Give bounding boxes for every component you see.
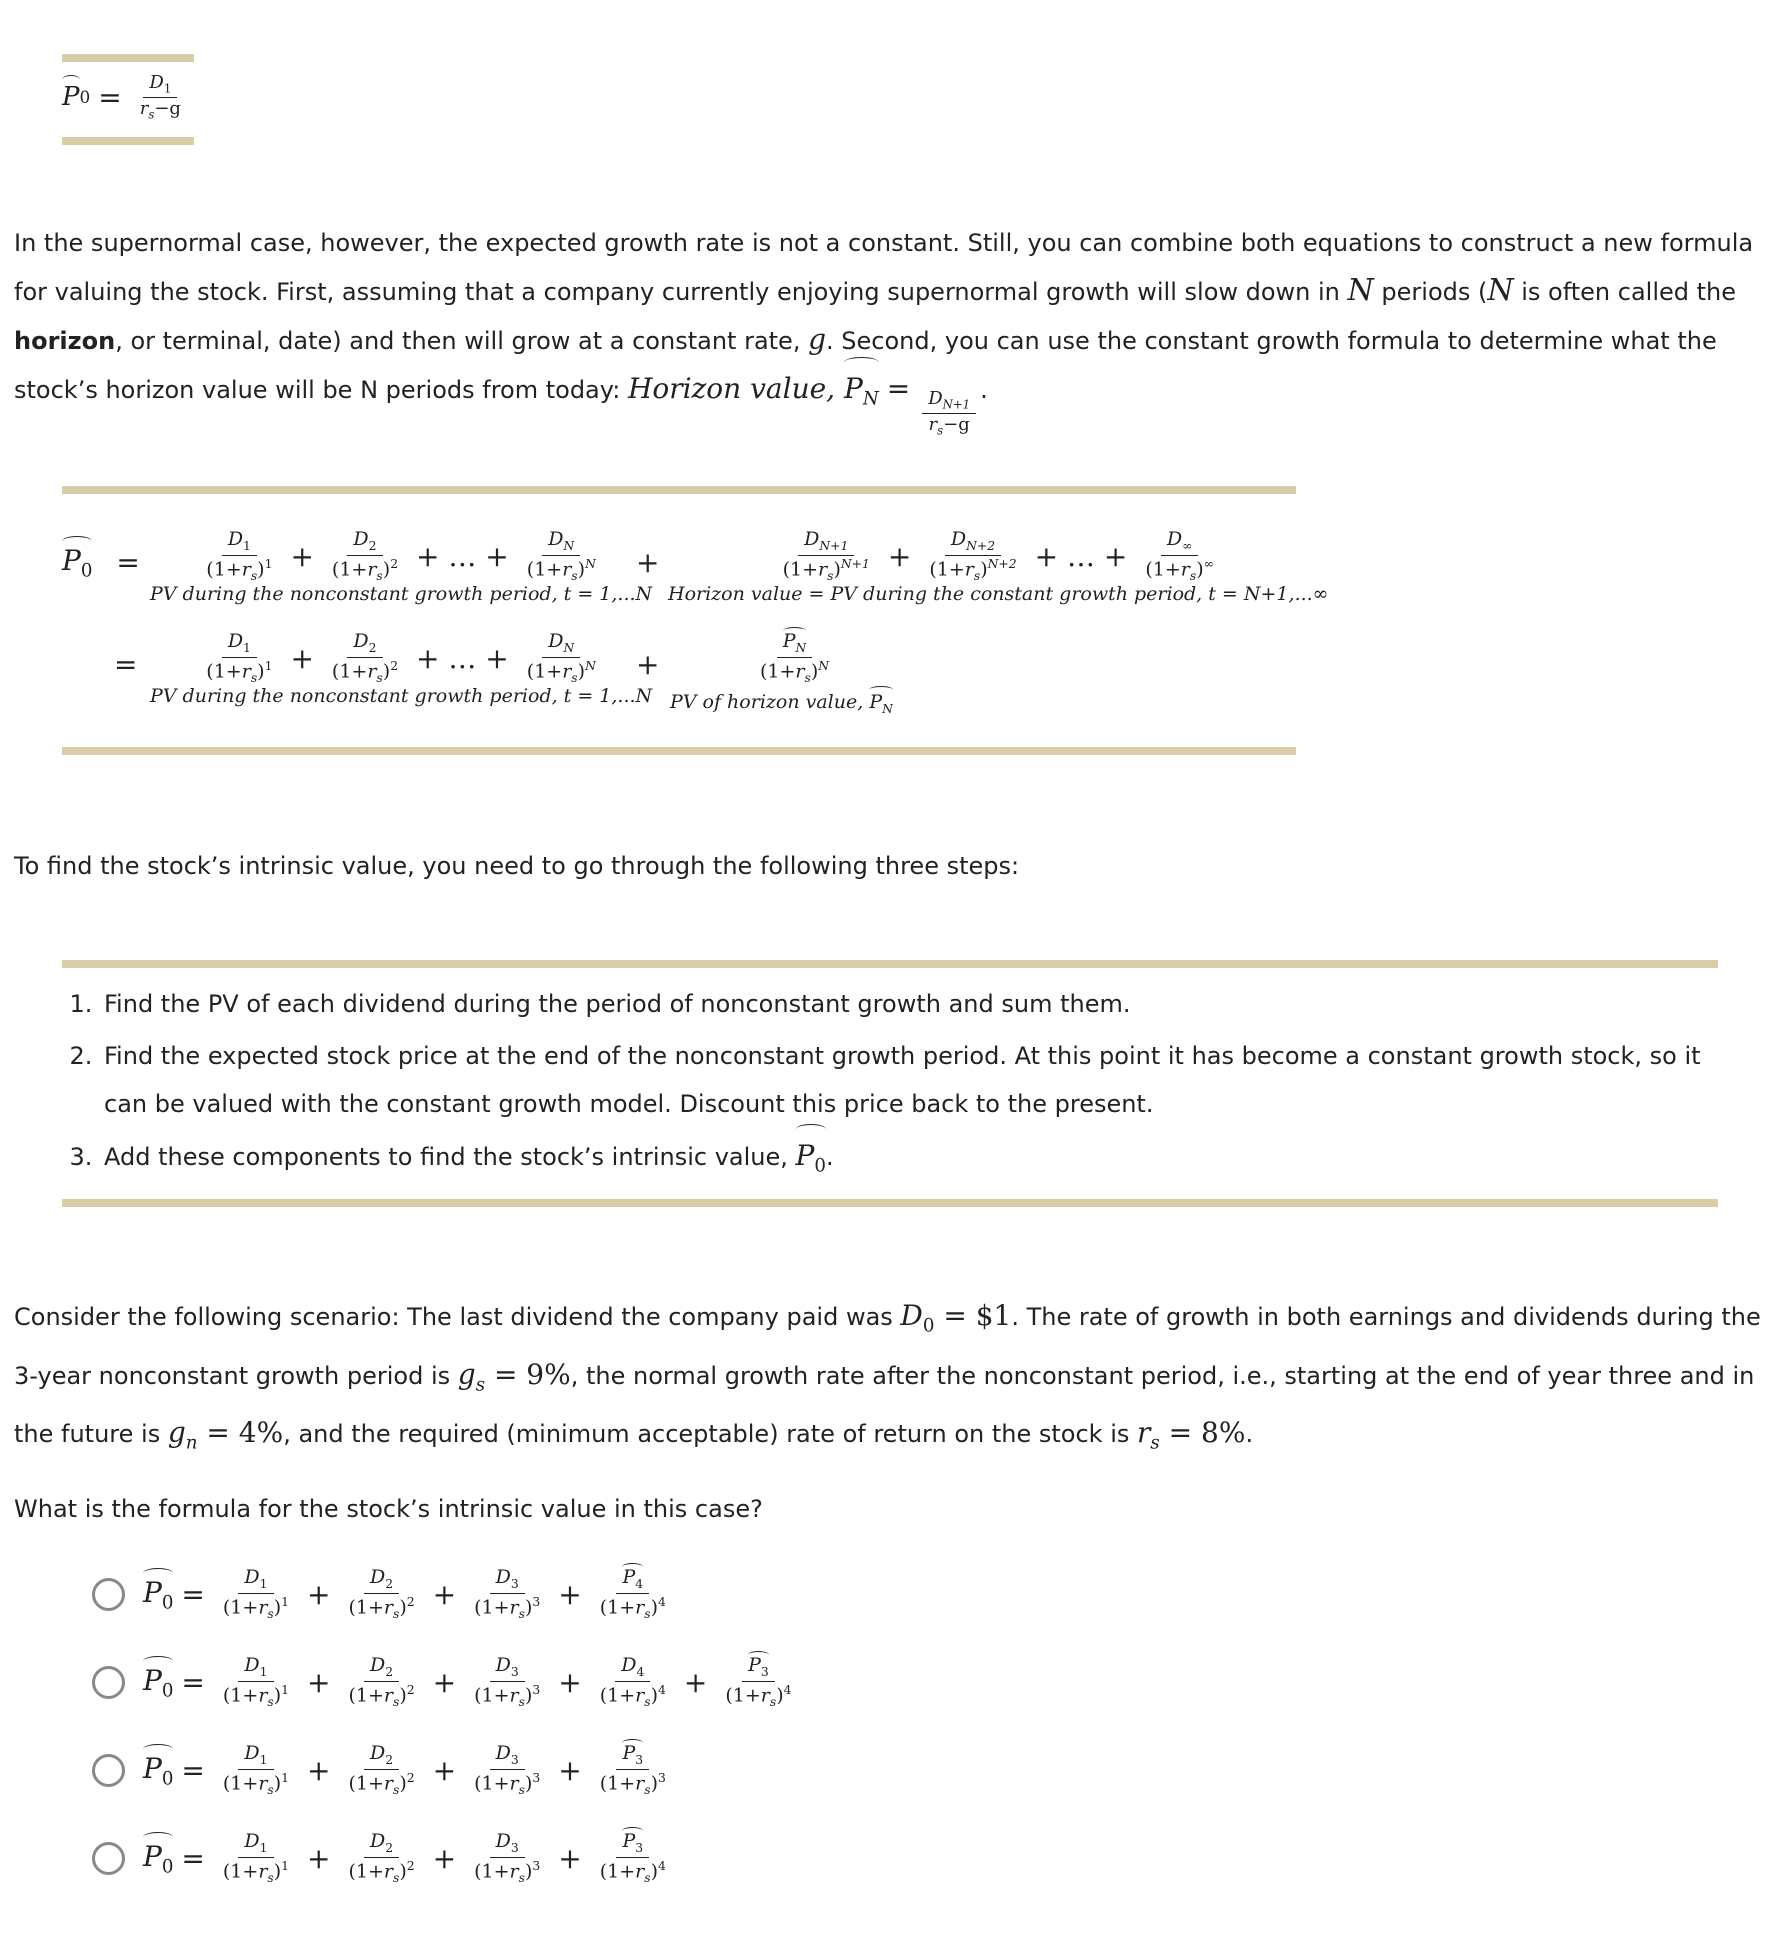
paragraph-steps-intro: To find the stock’s intrinsic value, you need to go through the following three steps: [14, 852, 1020, 880]
formula-top: P 0 = $\frac{D_1}{r_s-g}$ [62, 72, 181, 122]
option-c[interactable]: $P_0$ = $\frac{D_1}{(1+r_s)^1}$ + $\frac{D_2}{(1+r_s)^2}$ + $\frac{D_3}{(1+r_s)^3}$ + $\frac{P_3}{(1+r_s)^3}$ [92, 1744, 676, 1797]
p0-hat-big: $P_0$ [62, 544, 93, 582]
rule-top-2 [62, 137, 194, 145]
radio-option-a[interactable] [92, 1578, 125, 1611]
rule-formula-2 [62, 747, 1296, 755]
label-nonconstant: PV during the nonconstant growth period, t = 1,...N [150, 582, 653, 605]
radio-option-b[interactable] [92, 1666, 125, 1699]
rule-steps-2 [62, 1199, 1718, 1207]
label-horizon: Horizon value = PV during the constant growth period, t = N+1,...∞ [668, 582, 1329, 605]
rule-steps-1 [62, 960, 1718, 968]
radio-option-c[interactable] [92, 1754, 125, 1787]
big-formula: $P_0$ = $\frac{D_1}{(1+r_s)^1}$ + $\frac{D_2}{(1+r_s)^2}$ + … + $\frac{D_N}{(1+r_s)^N}$ PV during the nonconstant growth period, t = 1,...N + $\frac{D_{N+1}}{(1+r_s)^{N+1}}$ + $\frac{D_{N+2}}{(1+r_s)^{N+2}}$ + … + $\frac{D_\infty}{(1+r_s)^\infty}$ Horizon value = PV during the constant growth period, t = N+1,...∞ = $\frac{D_1}{(1+r_s)^1}$ + $\frac{D_2}{(1+r_s)^2}$ + … + $\frac{D_N}{(1+r_s)^N}$ PV during the nonconstant growth period, t = 1,...N + $\frac{P_N}{(1+r_s)^N}$ PV of horizon value, $P_N$ [62, 528, 1329, 716]
label-pv-horizon: PV of horizon value, $P_N$ [670, 690, 893, 716]
step-2: 2. Find the expected stock price at the end of the nonconstant growth period. At this point it has become a constant growth stock, so it can be valued with the constant growth model. Discount this price back to the present. [100, 1032, 1720, 1128]
step-1: 1. Find the PV of each dividend during the period of nonconstant growth and sum them. [100, 980, 1720, 1028]
option-d[interactable]: $P_0$ = $\frac{D_1}{(1+r_s)^1}$ + $\frac{D_2}{(1+r_s)^2}$ + $\frac{D_3}{(1+r_s)^3}$ + $\frac{P_3}{(1+r_s)^4}$ [92, 1832, 676, 1885]
steps-list [0, 980, 1720, 1191]
paragraph-supernormal: In the supernormal case, however, the expected growth rate is not a constant. Still, you can combine both equations to construct a new formula for valuing the stock. First, assuming that a company currently enjoying supernormal growth will slow down in N periods (N is often called the horizon, or terminal, date) and then will grow at a constant rate, g. Second, you can use the constant growth formula to determine what the stock’s horizon value will be N periods from today: Horizon value, $P_N$ = $\frac{D_{N+1}}{r_s-g}$ . [14, 229, 1754, 438]
horizon-bold: horizon [14, 327, 116, 355]
rule-formula-1 [62, 486, 1296, 494]
step-3: 3. Add these components to find the stock’s intrinsic value, $P_0$. [100, 1132, 1720, 1191]
question-text: What is the formula for the stock’s intrinsic value in this case? [14, 1495, 763, 1523]
rule-top-1 [62, 54, 194, 62]
paragraph-scenario: Consider the following scenario: The last dividend the company paid was $D_0$ = $1. The rate of growth in both earnings and dividends during the 3-year nonconstant growth period is $g_s = 9\%$, the normal growth rate after the nonconstant period, i.e., starting at the end of year three and in the future is $g_n = 4\%$, and the required (minimum acceptable) rate of return on the stock is $r_s = 8\%$. [14, 1299, 1761, 1454]
p0-hat: P [62, 82, 80, 113]
radio-option-d[interactable] [92, 1842, 125, 1875]
pn-hat: $P_N$ [844, 365, 879, 424]
option-a[interactable]: $P_0$ = $\frac{D_1}{(1+r_s)^1}$ + $\frac{D_2}{(1+r_s)^2}$ + $\frac{D_3}{(1+r_s)^3}$ + $\frac{P_4}{(1+r_s)^4}$ [92, 1568, 676, 1621]
option-b[interactable]: $P_0$ = $\frac{D_1}{(1+r_s)^1}$ + $\frac{D_2}{(1+r_s)^2}$ + $\frac{D_3}{(1+r_s)^3}$ + $\frac{D_4}{(1+r_s)^4}$ + $\frac{P_3}{(1+r_s)^4}$ [92, 1656, 801, 1709]
label-nonconstant-2: PV during the nonconstant growth period, t = 1,...N [150, 684, 653, 707]
